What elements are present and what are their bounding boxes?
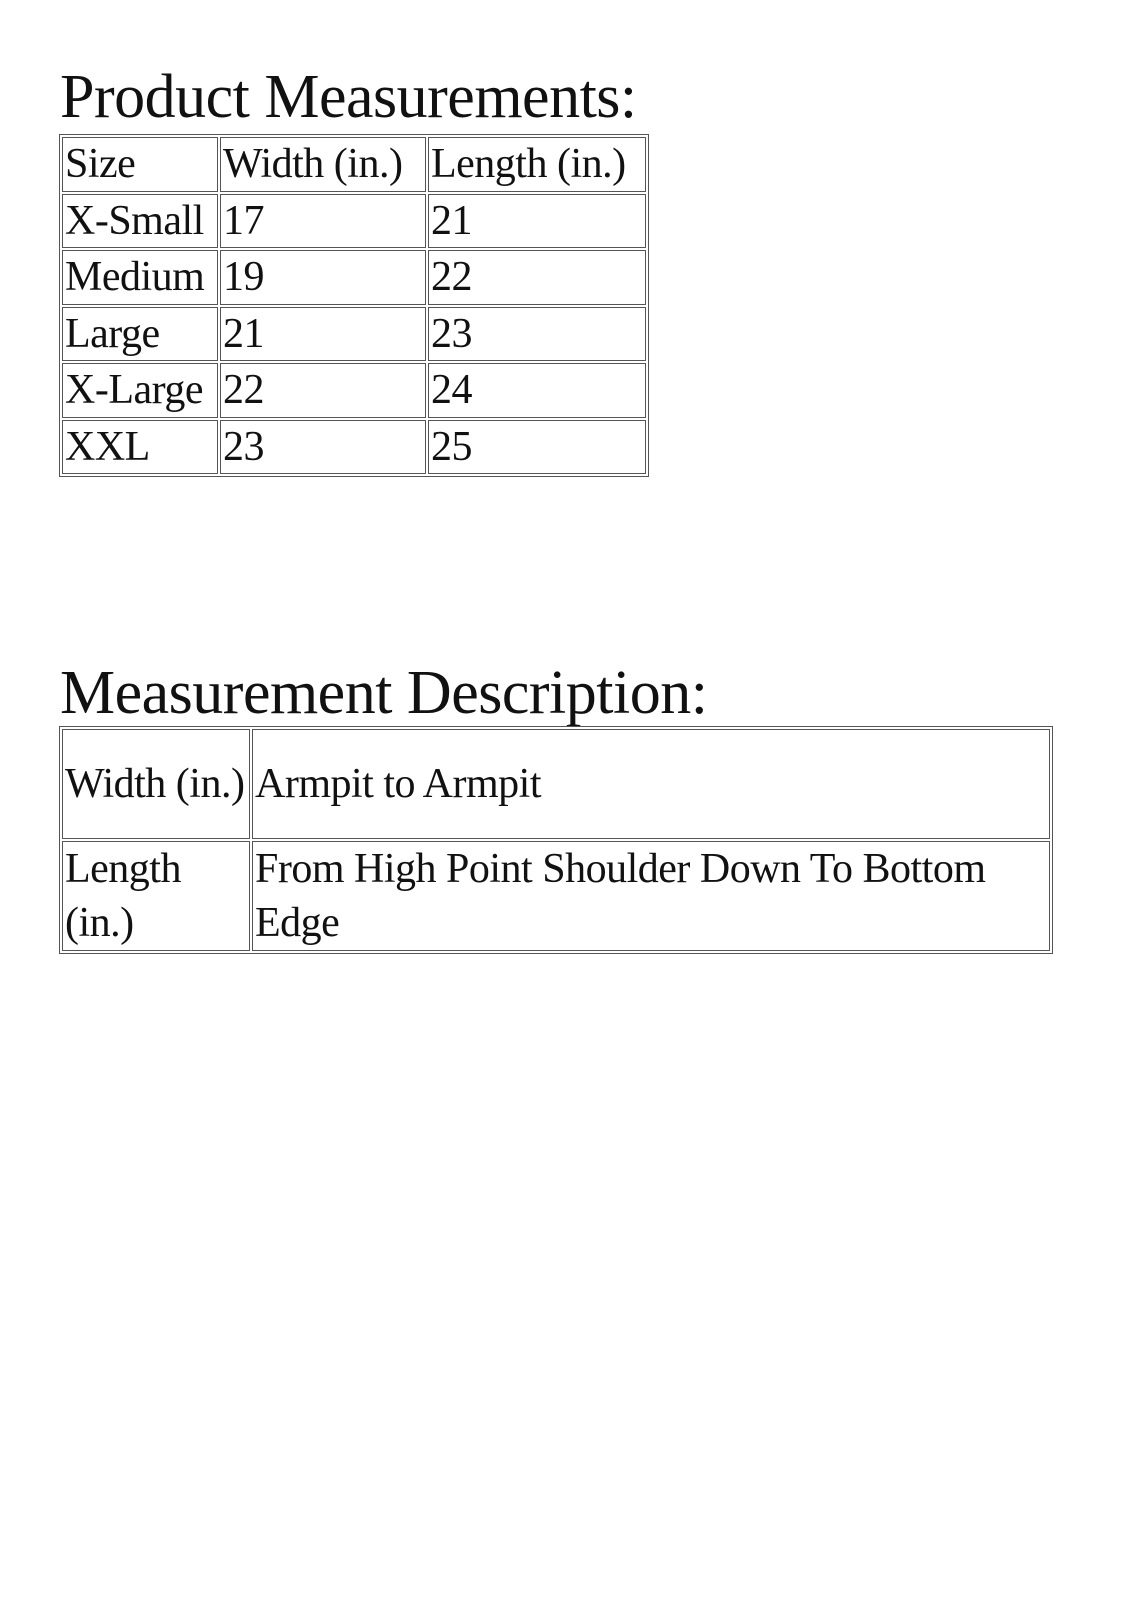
width-cell: 19 bbox=[220, 250, 426, 305]
header-length: Length (in.) bbox=[428, 137, 646, 192]
measurement-description-title: Measurement Description: bbox=[60, 659, 708, 727]
table-row bbox=[62, 420, 646, 475]
table-row bbox=[62, 307, 646, 362]
size-cell: XXL bbox=[62, 420, 218, 475]
length-cell: 24 bbox=[428, 363, 646, 418]
measurement-term: Length (in.) bbox=[62, 841, 250, 951]
length-cell: 21 bbox=[428, 194, 646, 249]
size-cell: Large bbox=[62, 307, 218, 362]
table-row bbox=[62, 194, 646, 249]
size-chart-table bbox=[59, 134, 649, 477]
table-row bbox=[62, 363, 646, 418]
width-cell: 21 bbox=[220, 307, 426, 362]
measurement-term: Width (in.) bbox=[62, 729, 250, 839]
product-measurements-title: Product Measurements: bbox=[60, 63, 637, 131]
measurement-description-table bbox=[59, 726, 1053, 954]
header-width: Width (in.) bbox=[220, 137, 426, 192]
size-cell: X-Large bbox=[62, 363, 218, 418]
header-size: Size bbox=[62, 137, 218, 192]
length-cell: 22 bbox=[428, 250, 646, 305]
size-cell: X-Small bbox=[62, 194, 218, 249]
table-header-row bbox=[62, 137, 646, 192]
measurement-definition: From High Point Shoulder Down To Bottom Edge bbox=[252, 841, 1050, 951]
table-row bbox=[62, 729, 1050, 839]
measurement-definition: Armpit to Armpit bbox=[252, 729, 1050, 839]
length-cell: 23 bbox=[428, 307, 646, 362]
length-cell: 25 bbox=[428, 420, 646, 475]
width-cell: 17 bbox=[220, 194, 426, 249]
size-cell: Medium bbox=[62, 250, 218, 305]
width-cell: 22 bbox=[220, 363, 426, 418]
table-row bbox=[62, 841, 1050, 951]
width-cell: 23 bbox=[220, 420, 426, 475]
table-row bbox=[62, 250, 646, 305]
